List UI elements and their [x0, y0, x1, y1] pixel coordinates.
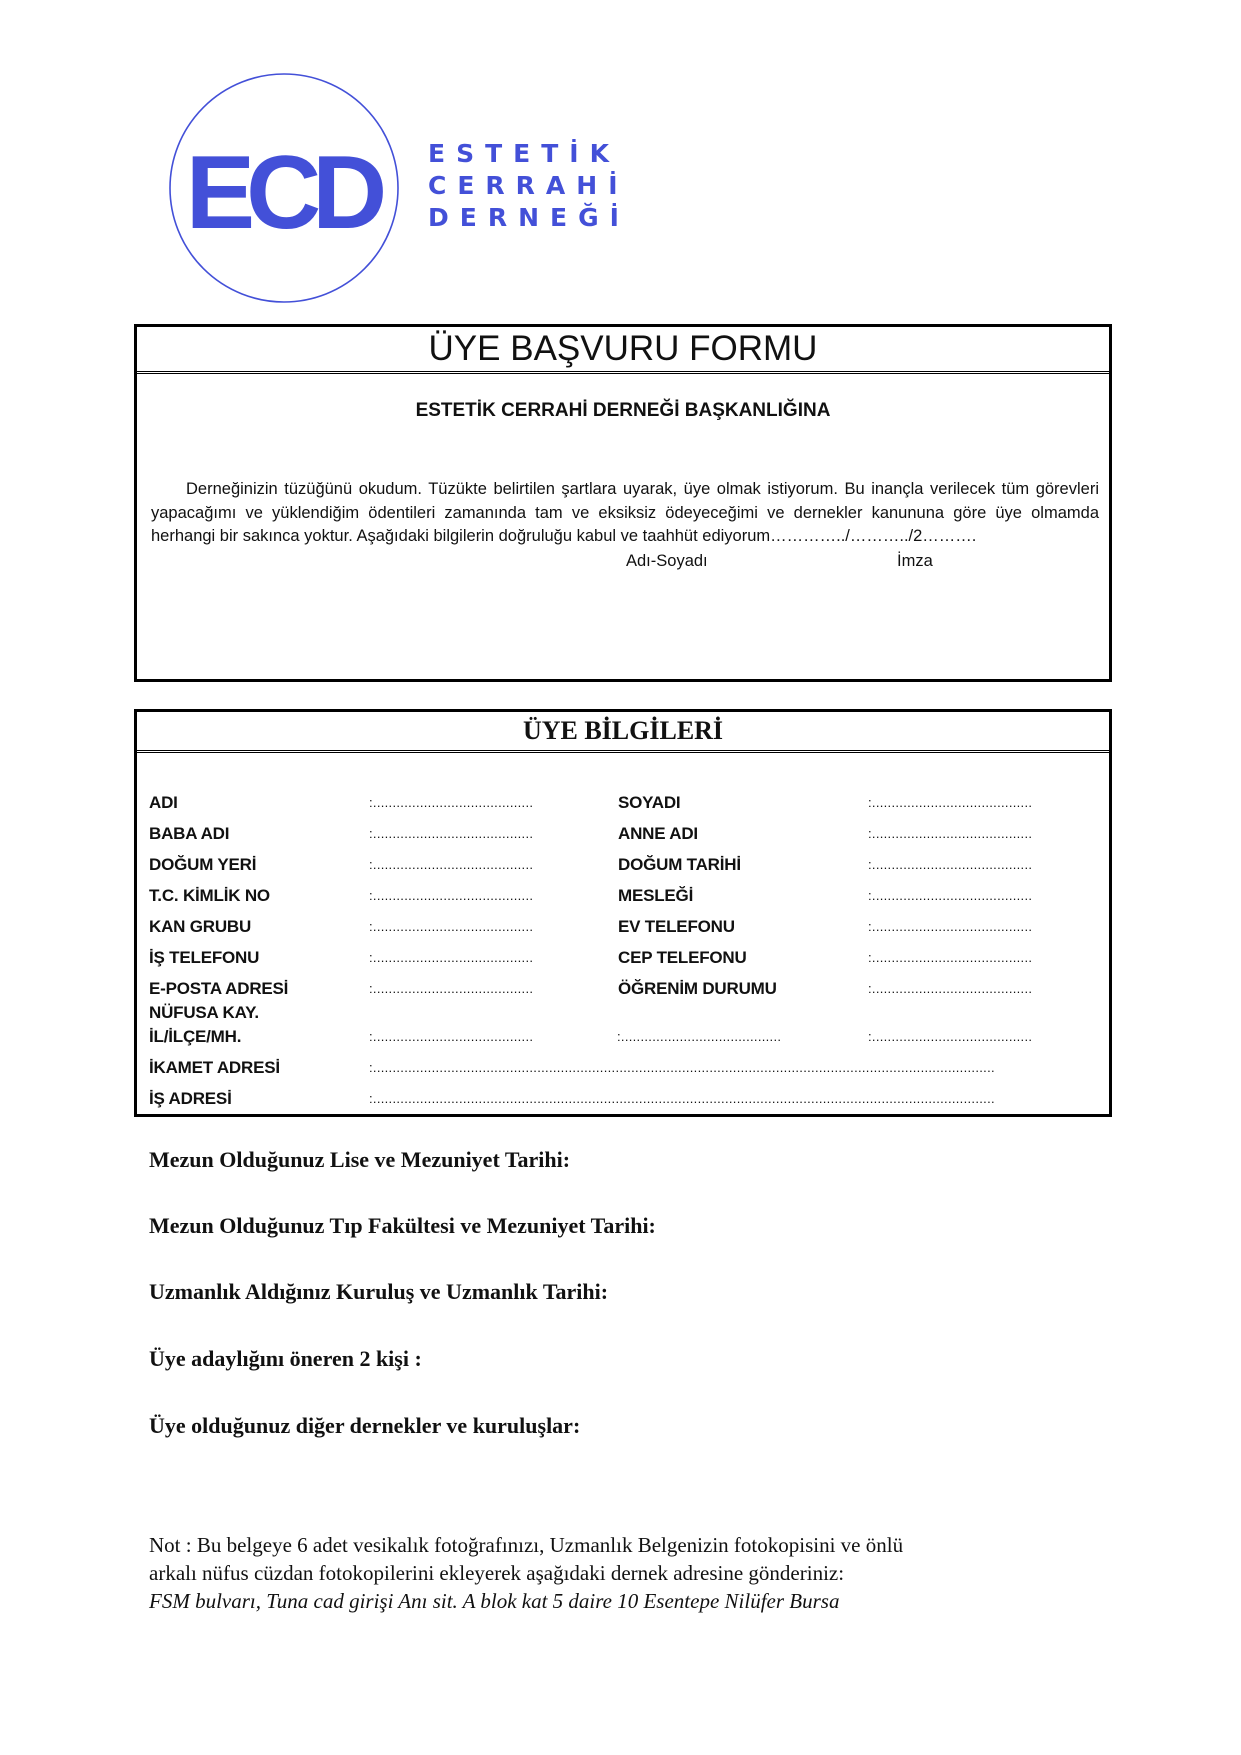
label-meslegi: MESLEĞİ — [618, 886, 694, 905]
label-adi: ADI — [149, 793, 178, 812]
field-soyadi[interactable]: :......................................... — [868, 795, 1033, 810]
label-ikamet-adresi: İKAMET ADRESİ — [149, 1058, 280, 1077]
field-is-adresi[interactable]: :............................................................................................................................................................... — [369, 1091, 995, 1106]
label-is-telefonu: İŞ TELEFONU — [149, 948, 260, 967]
label-il-ilce-mh: İL/İLÇE/MH. — [149, 1027, 242, 1046]
application-box — [134, 324, 1112, 682]
field-anne-adi[interactable]: :......................................... — [868, 826, 1033, 841]
declaration-paragraph: Derneğinizin tüzüğünü okudum. Tüzükte belirtilen şartlara uyarak, üye olmak istiyorum. Bu inançla verilecek tüm görevleri yapacağımı ve yüklendiğim ödentileri zamanında tam ve eksiksiz ödeyeceğimi ve dernekler kanununa göre üye olmamda herhangi bir sakınca yoktur. Aşağıdaki bilgilerin doğruluğu kabul ve taahhüt ediyorum…………../………../2………. — [151, 480, 1099, 545]
field-kan-grubu[interactable]: :......................................... — [369, 919, 534, 934]
svg-text:ECD: ECD — [185, 135, 379, 251]
field-is-telefonu[interactable]: :......................................... — [369, 950, 534, 965]
label-ev-telefonu: EV TELEFONU — [618, 917, 735, 936]
label-dogum-yeri: DOĞUM YERİ — [149, 855, 257, 874]
label-soyadi: SOYADI — [618, 793, 681, 812]
logo-wordmark — [428, 138, 630, 234]
field-meslegi[interactable]: :......................................... — [868, 888, 1033, 903]
note-line-2: arkalı nüfus cüzdan fotokopilerini ekleyerek aşağıdaki dernek adresine gönderiniz: — [149, 1561, 845, 1585]
field-tc-kimlik-no[interactable]: :......................................... — [369, 888, 534, 903]
field-cep-telefonu[interactable]: :......................................... — [868, 950, 1033, 965]
note-line-1: Not : Bu belgeye 6 adet vesikalık fotoğrafınızı, Uzmanlık Belgenizin fotokopisini ve önlü — [149, 1533, 904, 1557]
field-nufus-il[interactable]: :......................................... — [369, 1029, 534, 1044]
ecd-logo — [168, 72, 400, 304]
signature-name-label: Adı-Soyadı — [626, 552, 708, 570]
signature-label: İmza — [897, 552, 933, 570]
footer-note — [149, 1531, 903, 1615]
logo-word-3: DERNEĞİ — [428, 203, 630, 232]
question-lise: Mezun Olduğunuz Lise ve Mezuniyet Tarihi: — [149, 1147, 571, 1172]
member-info-box — [134, 709, 1112, 1117]
question-oneren-kisiler: Üye adaylığını öneren 2 kişi : — [149, 1346, 422, 1371]
field-dogum-tarihi[interactable]: :......................................... — [868, 857, 1033, 872]
label-cep-telefonu: CEP TELEFONU — [618, 948, 747, 967]
question-diger-dernekler: Üye olduğunuz diğer dernekler ve kuruluşlar: — [149, 1413, 581, 1438]
field-nufus-ilce[interactable]: :......................................... — [617, 1029, 782, 1044]
addressee-heading: ESTETİK CERRAHİ DERNEĞİ BAŞKANLIĞINA — [415, 400, 831, 421]
field-baba-adi[interactable]: :......................................... — [369, 826, 534, 841]
label-e-posta: E-POSTA ADRESİ — [149, 979, 289, 998]
label-tc-kimlik-no: T.C. KİMLİK NO — [149, 886, 270, 905]
field-adi[interactable]: :......................................... — [369, 795, 534, 810]
question-uzmanlik: Uzmanlık Aldığınız Kuruluş ve Uzmanlık Tarihi: — [149, 1279, 609, 1304]
label-dogum-tarihi: DOĞUM TARİHİ — [618, 855, 741, 874]
label-kan-grubu: KAN GRUBU — [149, 917, 252, 936]
field-e-posta[interactable]: :......................................... — [369, 981, 534, 996]
field-dogum-yeri[interactable]: :......................................... — [369, 857, 534, 872]
logo-word-1: ESTETİK — [428, 139, 620, 168]
note-address: FSM bulvarı, Tuna cad girişi Anı sit. A blok kat 5 daire 10 Esentepe Nilüfer Bursa — [149, 1589, 840, 1613]
question-tip-fakultesi: Mezun Olduğunuz Tıp Fakültesi ve Mezuniyet Tarihi: — [149, 1213, 656, 1238]
label-is-adresi: İŞ ADRESİ — [149, 1089, 232, 1108]
label-ogrenim-durumu: ÖĞRENİM DURUMU — [618, 979, 777, 998]
label-anne-adi: ANNE ADI — [618, 824, 698, 843]
form-title: ÜYE BAŞVURU FORMU — [137, 327, 1109, 374]
member-info-title: ÜYE BİLGİLERİ — [137, 712, 1109, 753]
field-nufus-mahalle[interactable]: :......................................... — [868, 1029, 1033, 1044]
label-baba-adi: BABA ADI — [149, 824, 230, 843]
logo-word-2: CERRAHİ — [428, 171, 629, 200]
label-nufusa-kay: NÜFUSA KAY. — [149, 1003, 259, 1022]
field-ogrenim-durumu[interactable]: :......................................... — [868, 981, 1033, 996]
field-ev-telefonu[interactable]: :......................................... — [868, 919, 1033, 934]
field-ikamet-adresi[interactable]: :............................................................................................................................................................... — [369, 1060, 995, 1075]
